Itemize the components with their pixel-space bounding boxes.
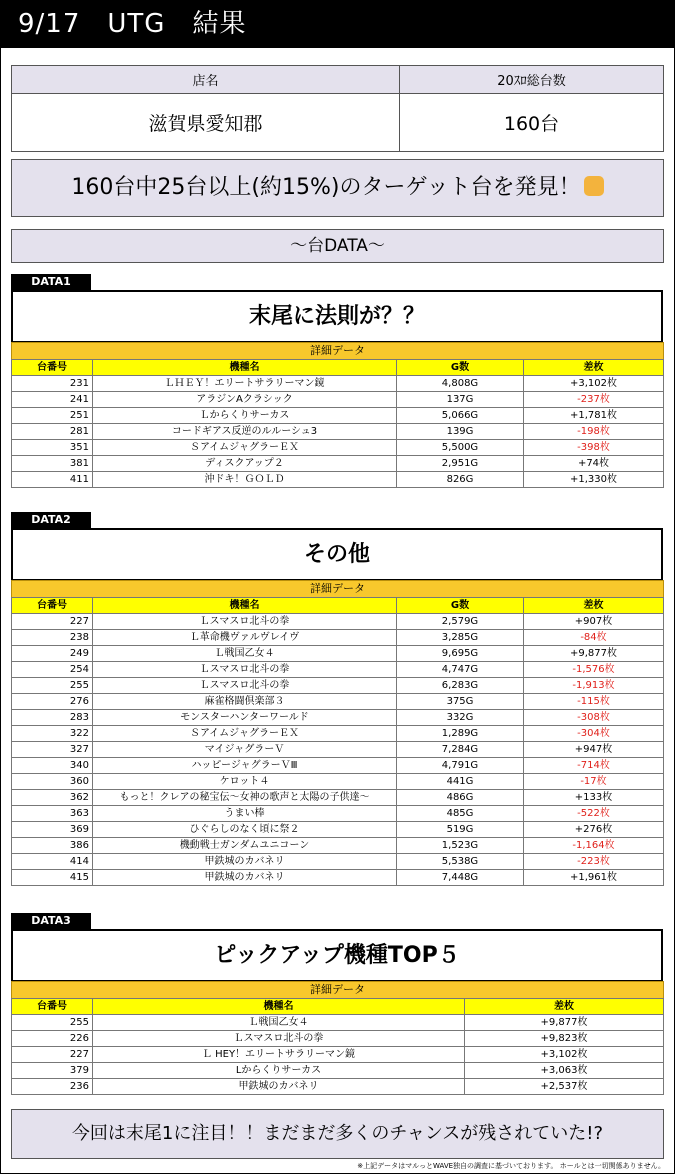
table-row [12,376,664,392]
coin-difference: +74枚 [524,456,664,472]
machine-name: Ｌスマスロ北斗の拳 [93,614,397,630]
machine-number: 251 [12,408,93,424]
machine-name: ハッピージャグラーＶⅢ [93,758,397,774]
machine-name: Ｌスマスロ北斗の拳 [93,678,397,694]
machine-name: Ｌスマスロ北斗の拳 [93,1031,465,1047]
table-row [12,1031,664,1047]
game-count: 1,289G [397,726,524,742]
machine-name: 甲鉄城のカバネリ [93,854,397,870]
data3-heading: ピックアップ機種TOP５ [11,929,663,982]
col-games-header: G数 [397,598,524,614]
coin-difference: +1,961枚 [524,870,664,886]
game-count: 519G [397,822,524,838]
table-row [12,662,664,678]
machine-number: 379 [12,1063,93,1079]
machine-name: ケロット４ [93,774,397,790]
machine-number: 238 [12,630,93,646]
game-count: 2,951G [397,456,524,472]
coin-difference: -308枚 [524,710,664,726]
table-row [12,838,664,854]
machine-count: 160台 [400,94,664,152]
game-count: 5,066G [397,408,524,424]
machine-number: 322 [12,726,93,742]
coin-difference: +907枚 [524,614,664,630]
game-count: 5,500G [397,440,524,456]
coin-difference: -115枚 [524,694,664,710]
game-count: 3,285G [397,630,524,646]
machine-number: 255 [12,678,93,694]
table-row [12,822,664,838]
machine-name: 機動戦士ガンダムユニコーン [93,838,397,854]
coin-difference: -398枚 [524,440,664,456]
summary-banner [11,159,664,217]
game-count: 137G [397,392,524,408]
machine-name: ひぐらしのなく頃に祭２ [93,822,397,838]
game-count: 485G [397,806,524,822]
store-name-header: 店名 [12,66,400,94]
col-name-header: 機種名 [93,360,397,376]
machine-name: Ｌ HEY！エリートサラリーマン鏡 [93,1047,465,1063]
table-row [12,758,664,774]
machine-number: 255 [12,1015,93,1031]
data1-tag: DATA1 [11,274,91,290]
machine-number: 363 [12,806,93,822]
table-row [12,1015,664,1031]
coin-difference: -237枚 [524,392,664,408]
game-count: 9,695G [397,646,524,662]
machine-name: 甲鉄城のカバネリ [93,1079,465,1095]
col-name-header: 機種名 [93,598,397,614]
machine-name: 甲鉄城のカバネリ [93,870,397,886]
coin-difference: -223枚 [524,854,664,870]
coin-difference: -522枚 [524,806,664,822]
coin-difference: +9,877枚 [524,646,664,662]
machine-name: マイジャグラーＶ [93,742,397,758]
coin-difference: +3,063枚 [465,1063,664,1079]
table-row [12,694,664,710]
table-row [12,806,664,822]
machine-name: コードギアス反逆のルルーシュ3 [93,424,397,440]
table-row [12,1079,664,1095]
footnote: ※上記データはマルっとWAVE独自の調査に基づいております。 ホールとは一切関係ありません。 [357,1162,665,1170]
machine-name: もっと！クレアの秘宝伝～女神の歌声と太陽の子供達～ [93,790,397,806]
data1-detail-label: 詳細データ [11,342,664,360]
game-count: 7,284G [397,742,524,758]
table-row [12,472,664,488]
coin-difference: +3,102枚 [465,1047,664,1063]
table-row [12,646,664,662]
coin-difference: +133枚 [524,790,664,806]
closing-banner: 今回は末尾1に注目！！まだまだ多くのチャンスが残されていた!? [11,1109,664,1159]
table-row [12,630,664,646]
table-row [12,1047,664,1063]
game-count: 4,791G [397,758,524,774]
table-row [12,424,664,440]
table-row [12,1063,664,1079]
col-diff-header: 差枚 [524,360,664,376]
game-count: 441G [397,774,524,790]
machine-number: 415 [12,870,93,886]
table-row [12,726,664,742]
data3-tag: DATA3 [11,913,91,929]
table-row [12,440,664,456]
machine-number: 281 [12,424,93,440]
data2-tag: DATA2 [11,512,91,528]
coin-difference: -17枚 [524,774,664,790]
game-count: 826G [397,472,524,488]
table-row [12,408,664,424]
game-count: 1,523G [397,838,524,854]
machine-count-header: 20ｽﾛ総台数 [400,66,664,94]
coin-difference: +3,102枚 [524,376,664,392]
machine-number: 360 [12,774,93,790]
col-no-header: 台番号 [12,598,93,614]
store-info-table [11,65,664,152]
game-count: 486G [397,790,524,806]
game-count: 4,747G [397,662,524,678]
machine-name: Ｌ戦国乙女４ [93,1015,465,1031]
machine-number: 226 [12,1031,93,1047]
game-count: 139G [397,424,524,440]
machine-number: 414 [12,854,93,870]
coin-difference: -84枚 [524,630,664,646]
machine-name: Ｌ革命機ヴァルヴレイヴ [93,630,397,646]
machine-name: うまい棒 [93,806,397,822]
store-name: 滋賀県愛知郡 [12,94,400,152]
data3-detail-label: 詳細データ [11,981,664,999]
coin-difference: -1,913枚 [524,678,664,694]
machine-number: 386 [12,838,93,854]
game-count: 375G [397,694,524,710]
machine-number: 327 [12,742,93,758]
coin-difference: -714枚 [524,758,664,774]
machine-number: 351 [12,440,93,456]
coin-difference: -304枚 [524,726,664,742]
machine-number: 362 [12,790,93,806]
table-row [12,854,664,870]
coin-difference: -1,164枚 [524,838,664,854]
machine-name: モンスターハンターワールド [93,710,397,726]
machine-number: 227 [12,1047,93,1063]
machine-name: Ｌからくりサーカス [93,408,397,424]
data2-heading: その他 [11,528,663,581]
coin-difference: -1,576枚 [524,662,664,678]
col-no-header: 台番号 [12,360,93,376]
machine-number: 340 [12,758,93,774]
machine-name: ＳアイムジャグラーＥＸ [93,440,397,456]
coin-difference: -198枚 [524,424,664,440]
machine-number: 241 [12,392,93,408]
table-row [12,392,664,408]
machine-name: ＬＨＥＹ！エリートサラリーマン鏡 [93,376,397,392]
game-count: 5,538G [397,854,524,870]
table-row [12,870,664,886]
table-row [12,790,664,806]
machine-number: 283 [12,710,93,726]
coin-difference: +2,537枚 [465,1079,664,1095]
machine-number: 249 [12,646,93,662]
machine-name: Lからくりサーカス [93,1063,465,1079]
col-name-header: 機種名 [93,999,465,1015]
game-count: 332G [397,710,524,726]
table-row [12,614,664,630]
summary-text: 160台中25台以上(約15%)のターゲット台を発見！ [71,175,581,200]
data1-heading: 末尾に法則が？？ [11,290,663,343]
machine-number: 381 [12,456,93,472]
game-count: 6,283G [397,678,524,694]
data2-detail-label: 詳細データ [11,580,664,598]
machine-name: 沖ドキ！ＧＯＬＤ [93,472,397,488]
coin-difference: +276枚 [524,822,664,838]
game-count: 2,579G [397,614,524,630]
machine-number: 276 [12,694,93,710]
game-count: 4,808G [397,376,524,392]
data3-table [11,998,664,1095]
col-diff-header: 差枚 [465,999,664,1015]
table-row [12,742,664,758]
machine-name: Ｌ戦国乙女４ [93,646,397,662]
col-diff-header: 差枚 [524,598,664,614]
machine-number: 227 [12,614,93,630]
table-row [12,678,664,694]
table-row [12,774,664,790]
col-games-header: G数 [397,360,524,376]
machine-name: アラジンAクラシック [93,392,397,408]
machine-number: 254 [12,662,93,678]
machine-name: 麻雀格闘倶楽部３ [93,694,397,710]
data-section-banner: ～台DATA～ [11,229,664,263]
page-title: 9/17 UTG 結果 [0,0,675,48]
table-row [12,710,664,726]
machine-name: ディスクアップ２ [93,456,397,472]
coin-difference: +1,330枚 [524,472,664,488]
machine-name: ＳアイムジャグラーＥＸ [93,726,397,742]
coin-difference: +947枚 [524,742,664,758]
game-count: 7,448G [397,870,524,886]
table-row [12,456,664,472]
coin-difference: +9,823枚 [465,1031,664,1047]
machine-number: 369 [12,822,93,838]
machine-number: 231 [12,376,93,392]
machine-number: 411 [12,472,93,488]
data1-table [11,359,664,488]
machine-number: 236 [12,1079,93,1095]
machine-name: Ｌスマスロ北斗の拳 [93,662,397,678]
coin-difference: +9,877枚 [465,1015,664,1031]
thumbs-up-icon [584,176,604,196]
col-no-header: 台番号 [12,999,93,1015]
coin-difference: +1,781枚 [524,408,664,424]
data2-table [11,597,664,886]
